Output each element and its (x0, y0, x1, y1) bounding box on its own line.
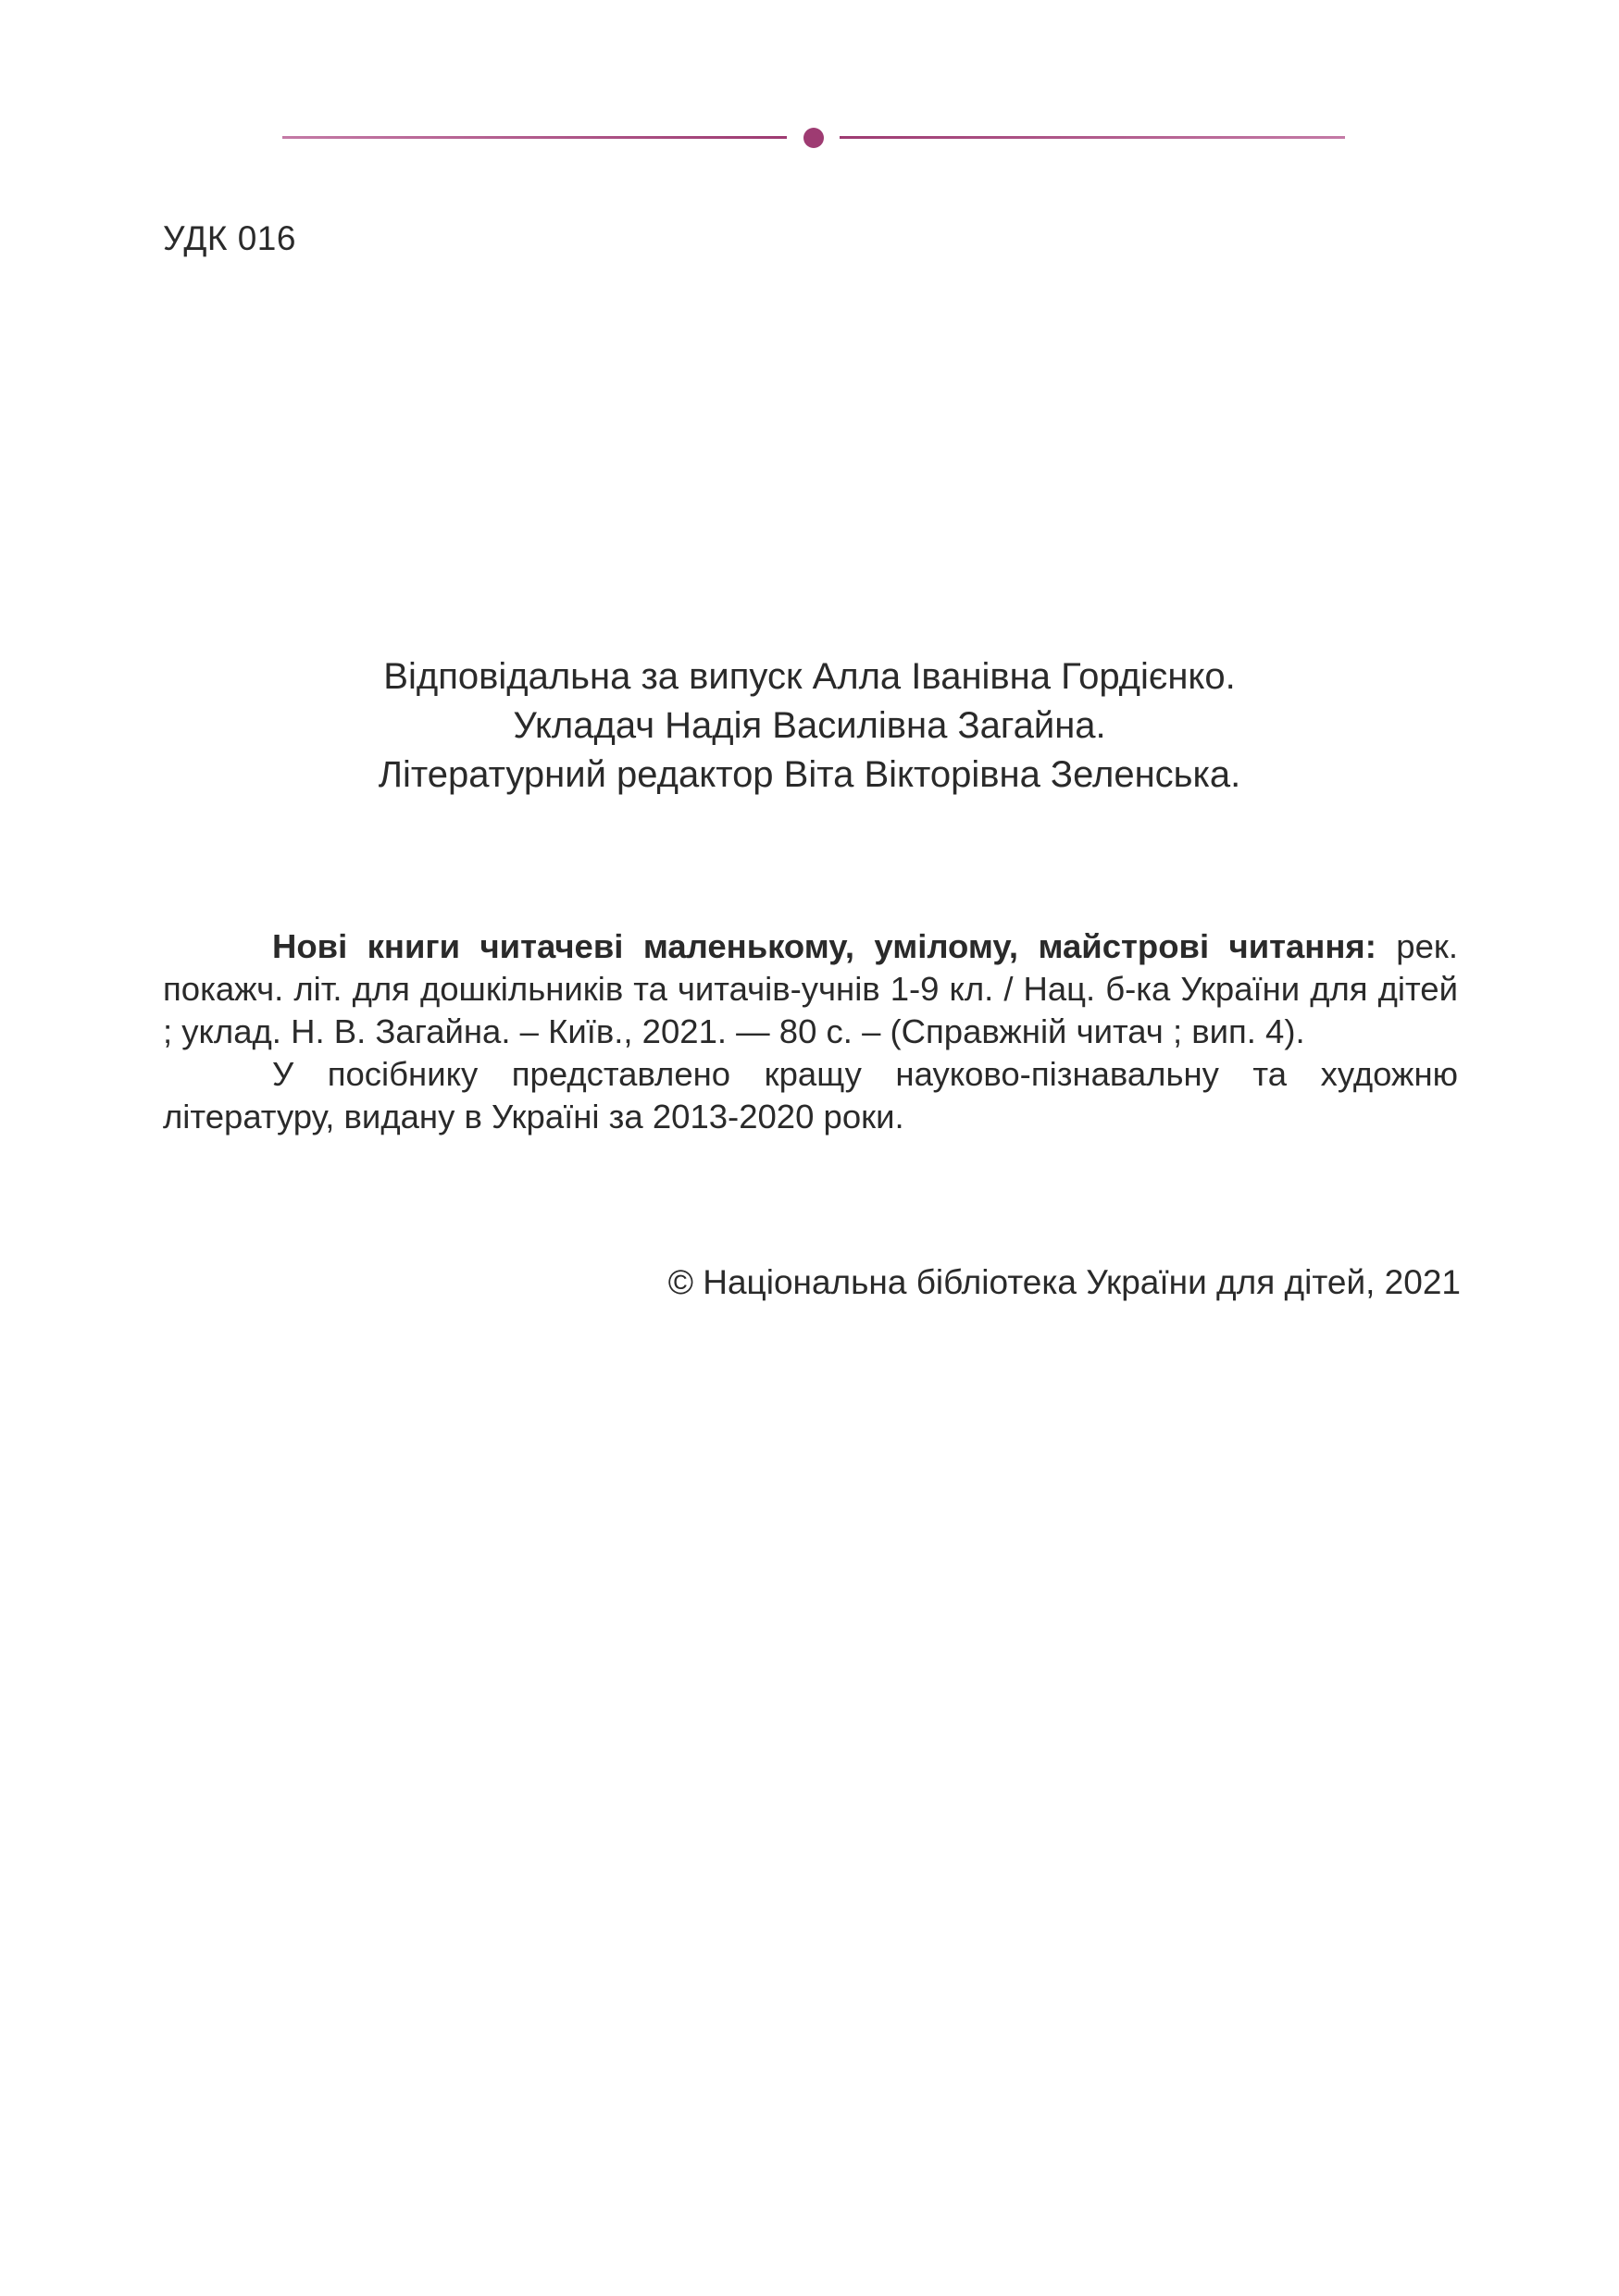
bibliographic-record (163, 925, 1458, 1138)
copyright-notice: © Національна бібліотека України для дітей, 2021 (667, 1263, 1461, 1301)
bibliographic-description (163, 925, 1458, 1053)
book-description: рек. покажч. літ. для дошкільників та читачів-учнів 1-9 кл. / Нац. б-ка України для дітей ; уклад. Н. В. Загайна. – Київ., 2021. — 80 с. – (Справжній читач ; вип. 4). (163, 927, 1458, 1050)
top-ornament (282, 128, 1345, 146)
book-title: Нові книги читачеві маленькому, умілому, майстрові читання: (272, 927, 1376, 965)
ornament-line-left (282, 136, 787, 139)
ornament-line-right (840, 136, 1345, 139)
credits-compiler: Укладач Надія Василівна Загайна. (513, 705, 1106, 746)
credits-block (0, 652, 1619, 800)
udk-code: УДК 016 (163, 219, 296, 257)
credits-responsible: Відповідальна за випуск Алла Іванівна Гордієнко. (383, 656, 1236, 697)
ornament-dot-icon (803, 128, 824, 148)
credits-editor: Літературний редактор Віта Вікторівна Зеленська. (378, 754, 1241, 795)
annotation: У посібнику представлено кращу науково-пізнавальну та художню літературу, видану в Україні за 2013-2020 роки. (163, 1055, 1458, 1136)
